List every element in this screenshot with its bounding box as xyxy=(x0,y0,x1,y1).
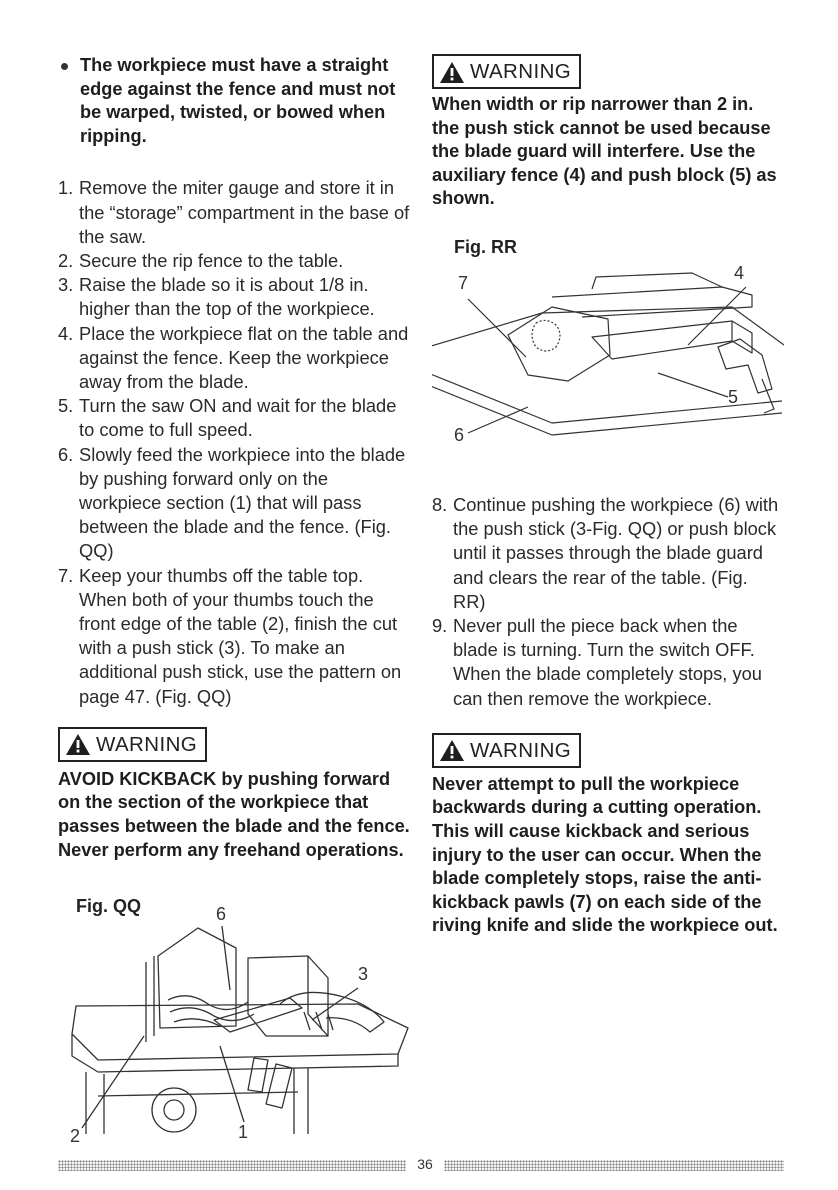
warning-text: Never attempt to pull the workpiece backwards during a cutting operation. This will cause kickback and serious injury to the user can occur. When the blade completely stops, raise the anti-kickback pawls (7) on each side of the riving knife and slide the workpiece out. xyxy=(432,773,778,936)
step-number: 2. xyxy=(58,249,74,271)
step-number: 3. xyxy=(58,274,74,296)
left-column xyxy=(58,54,410,1156)
warning-triangle-icon xyxy=(440,740,464,761)
warning-text: AVOID KICKBACK by pushing forward on the section of the workpiece that passes between the blade and the fence. Never perform any freehand operations. xyxy=(58,768,410,860)
list-item xyxy=(58,564,410,709)
list-item xyxy=(432,493,784,614)
step-text: Raise the blade so it is about 1/8 in. higher than the top of the workpiece. xyxy=(79,274,375,320)
step-number: 8. xyxy=(432,493,448,515)
page-footer xyxy=(58,1158,784,1172)
list-item xyxy=(58,322,410,395)
step-text: Place the workpiece flat on the table and against the fence. Keep the workpiece away from the blade. xyxy=(79,322,409,392)
step-text: Never pull the piece back when the blade is turning. Turn the switch OFF. When the blade completely stops, you can then remove the workpiece. xyxy=(453,614,762,709)
warning-header xyxy=(432,733,784,768)
table-saw-push-block-illustration xyxy=(432,237,784,475)
bullet-note: The workpiece must have a straight edge against the fence and must not be warped, twisted, or bowed when ripping. xyxy=(58,54,410,148)
callout-1: 1 xyxy=(238,1122,249,1143)
figure-rr xyxy=(432,237,784,475)
list-item xyxy=(58,394,410,442)
warning-header xyxy=(58,727,410,762)
callout-5: 5 xyxy=(728,386,739,407)
callout-7: 7 xyxy=(458,272,469,293)
list-item xyxy=(58,273,410,321)
figure-label: Fig. RR xyxy=(454,236,517,257)
footer-dotted-rule xyxy=(58,1160,406,1171)
warning-label: WARNING xyxy=(96,732,198,756)
steps-list xyxy=(432,493,784,711)
callout-6: 6 xyxy=(454,424,465,445)
warning-triangle-icon xyxy=(66,734,90,755)
page-number: 36 xyxy=(417,1156,433,1172)
step-number: 1. xyxy=(58,177,74,199)
list-item xyxy=(58,443,410,564)
warning-header xyxy=(432,54,784,89)
callout-6: 6 xyxy=(216,904,227,925)
figure-qq xyxy=(58,896,410,1156)
step-number: 9. xyxy=(432,614,448,636)
list-item xyxy=(432,614,784,711)
figure-label: Fig. QQ xyxy=(76,896,141,917)
step-number: 7. xyxy=(58,564,74,586)
step-text: Remove the miter gauge and store it in the “storage” compartment in the base of the saw. xyxy=(79,177,410,247)
warning-label: WARNING xyxy=(470,60,572,83)
list-item xyxy=(58,249,410,273)
warning-badge xyxy=(432,54,581,89)
callout-2: 2 xyxy=(70,1126,81,1147)
callout-4: 4 xyxy=(734,262,745,283)
step-number: 5. xyxy=(58,395,74,417)
list-item xyxy=(58,176,410,249)
warning-text: When width or rip narrower than 2 in. the push stick cannot be used because the blade guard will interfere. Use the auxiliary fence (4) and push block (5) as shown. xyxy=(432,94,777,209)
callout-3: 3 xyxy=(358,964,369,985)
step-number: 4. xyxy=(58,322,74,344)
footer-dotted-rule xyxy=(444,1160,784,1171)
step-text: Secure the rip fence to the table. xyxy=(79,249,344,271)
step-number: 6. xyxy=(58,443,74,465)
warning-triangle-icon xyxy=(440,62,464,83)
table-saw-push-stick-illustration xyxy=(58,896,410,1156)
right-column xyxy=(432,54,784,938)
step-text: Keep your thumbs off the table top. When both of your thumbs touch the front edge of the table (2), finish the cut with a push stick (3). To make an additional push stick, use the pattern on page 47. (Fig. QQ) xyxy=(79,564,402,707)
steps-list xyxy=(58,176,410,708)
warning-badge xyxy=(58,727,207,762)
step-text: Slowly feed the workpiece into the blade by pushing forward only on the workpiece section (1) that will pass between the blade and the fence. (Fig. QQ) xyxy=(79,443,406,562)
step-text: Continue pushing the workpiece (6) with the push stick (3-Fig. QQ) or push block until it passes through the blade guard and clears the rear of the table. (Fig. RR) xyxy=(453,493,779,612)
warning-badge xyxy=(432,733,581,768)
step-text: Turn the saw ON and wait for the blade to come to full speed. xyxy=(79,395,397,441)
warning-label: WARNING xyxy=(470,738,572,762)
